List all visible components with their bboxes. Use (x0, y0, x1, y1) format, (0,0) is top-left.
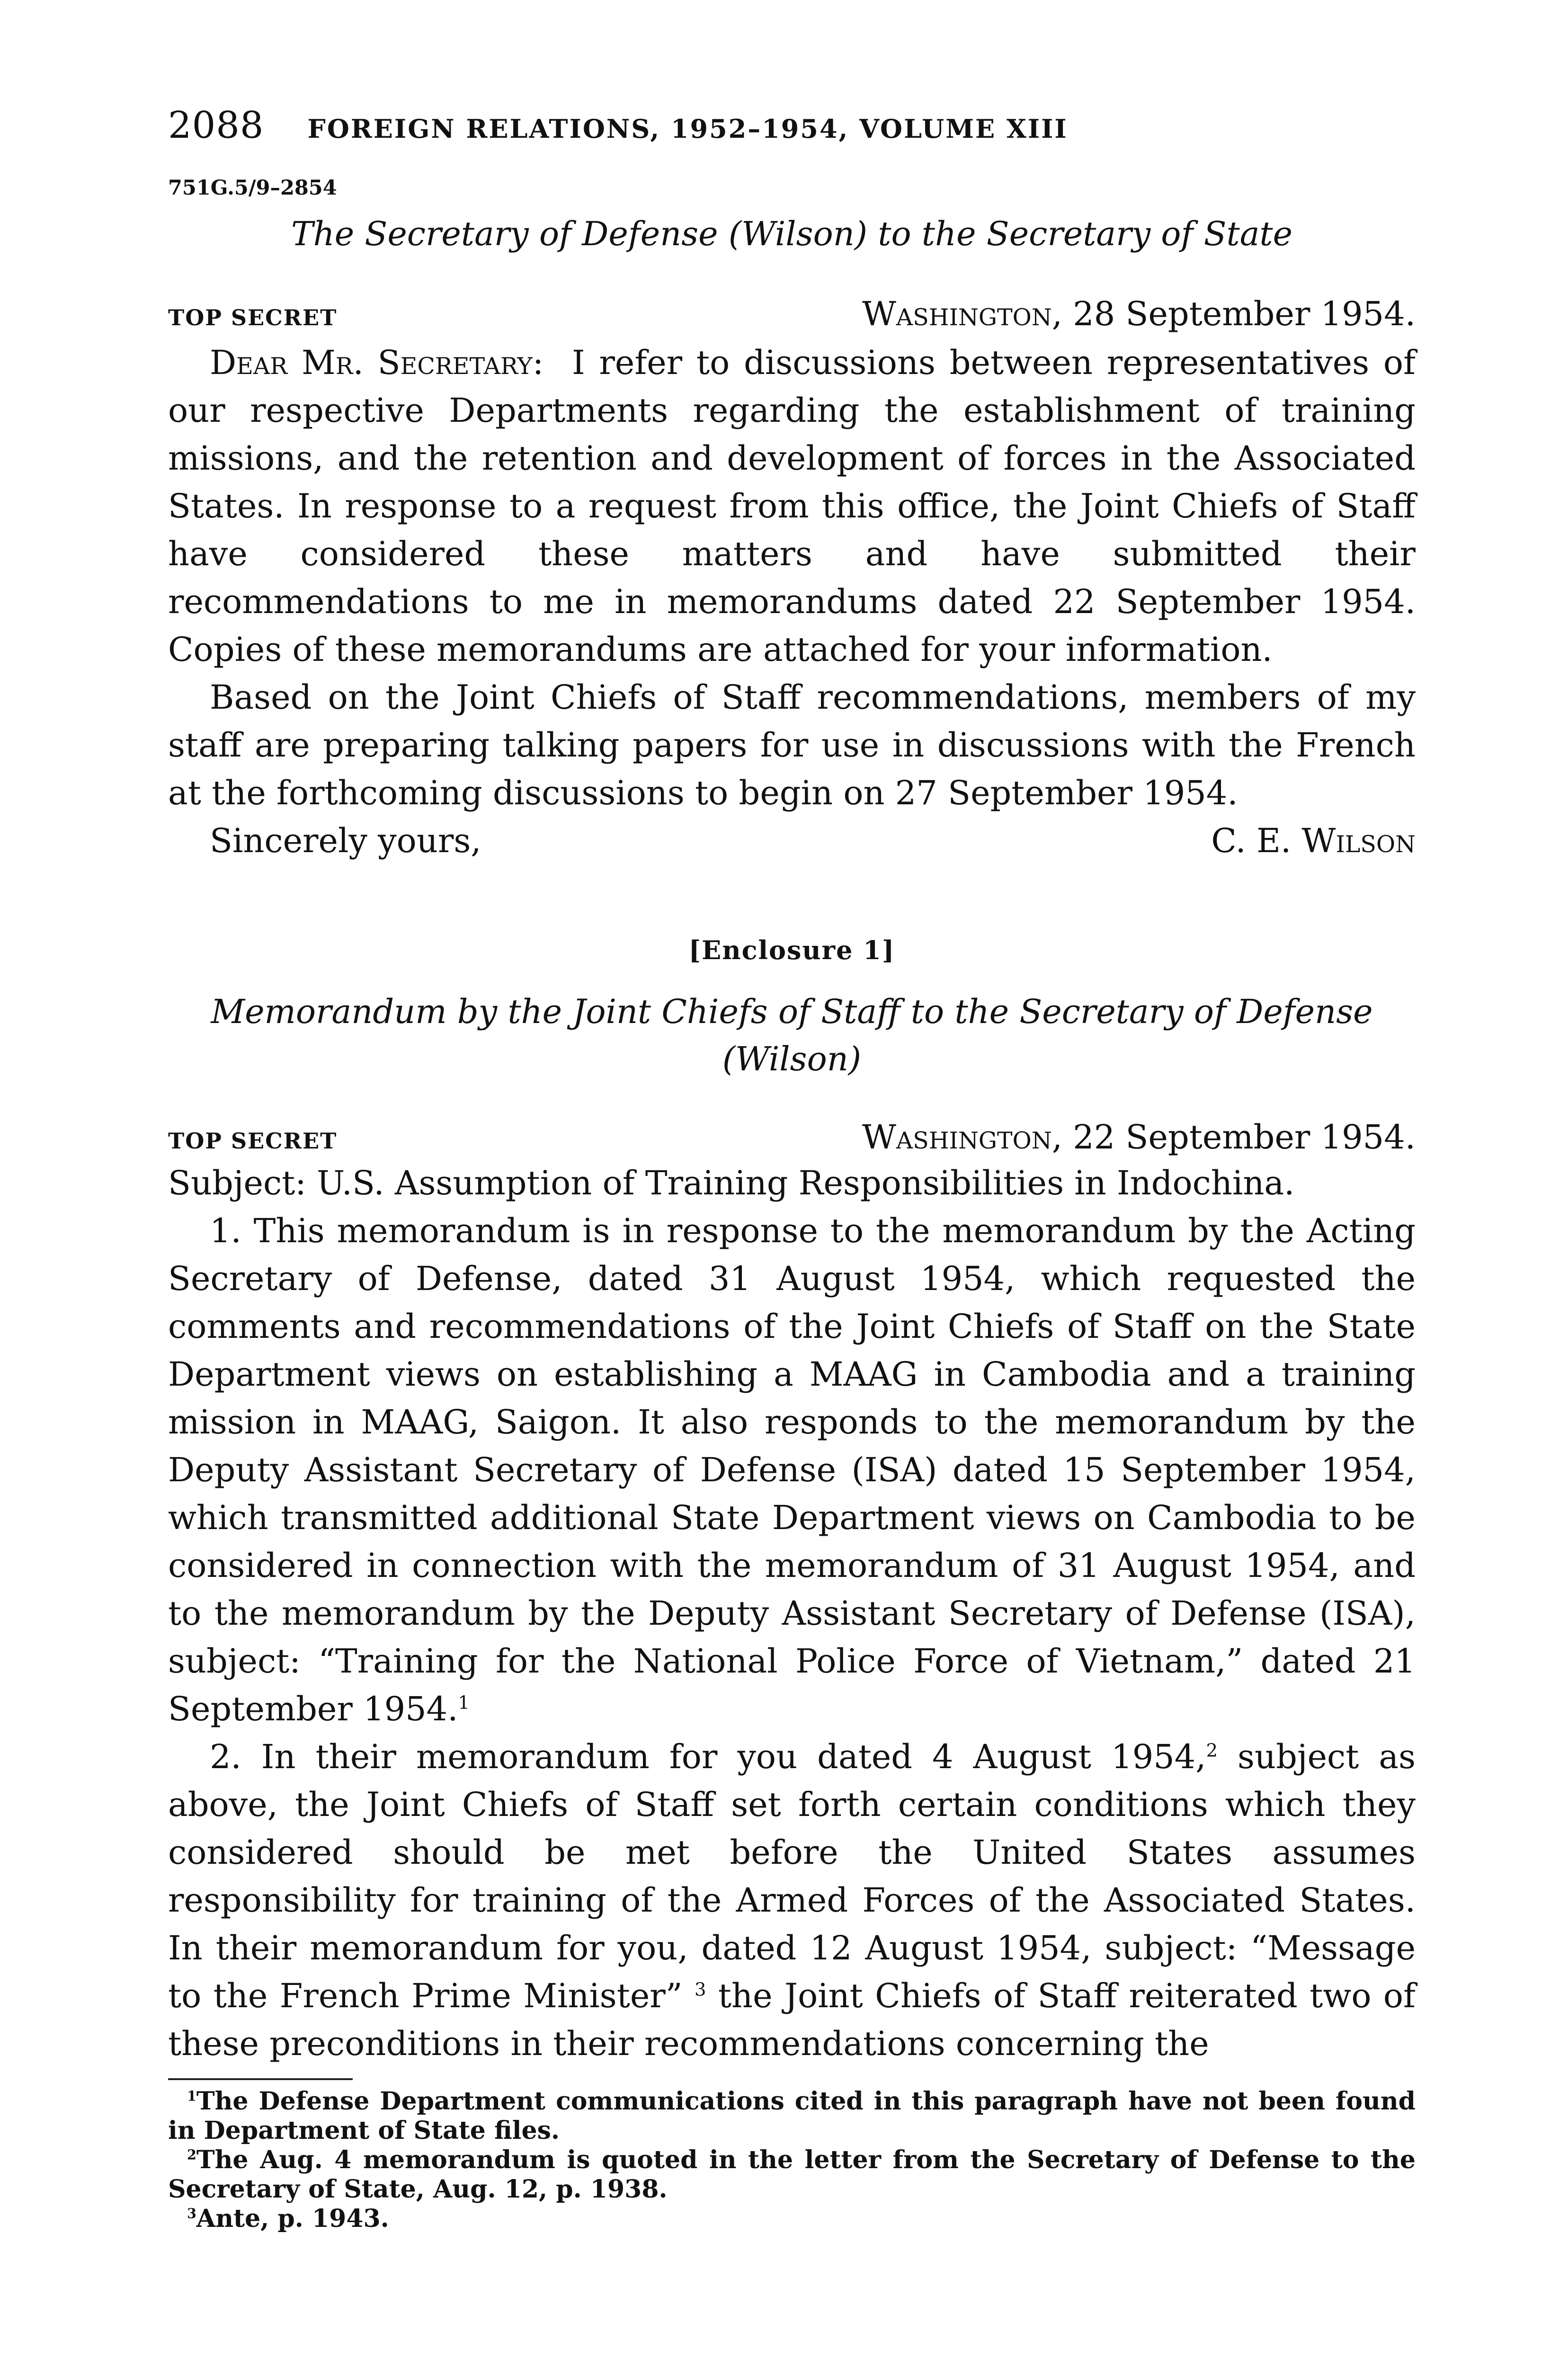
paragraph-text: subject as above, the Joint Chiefs of Staff set forth certain conditions which they considered should be met before the United States assumes responsibility for training of the Armed Forces of the Associated States. In their memorandum for you, dated 12 August 1954, subject: “Message to the French Prime Minister” (168, 1737, 1416, 2015)
letter-paragraph-1 (168, 339, 1416, 674)
memo-place: Washington (862, 1118, 1052, 1157)
footnote (168, 2204, 1416, 2234)
memo-date: , 22 September 1954. (1051, 1118, 1416, 1157)
date: , 28 September 1954. (1051, 294, 1416, 333)
memo-classification: TOP SECRET (168, 1128, 338, 1154)
memo-title-line-1: Memorandum by the Joint Chiefs of Staff to the Secretary of Defense (211, 992, 1373, 1031)
page-number: 2088 (168, 104, 264, 147)
paragraph-text: 1. This memorandum is in response to the memorandum by the Acting Secretary of Defense, dated 31 August 1954, which requested the comments and recommendations of the Joint Chiefs of Staff on the State Department views on establishing a MAAG in Cambodia and a training mission in MAAG, Saigon. It also responds to the memorandum by the Deputy Assistant Secretary of Defense (ISA) dated 15 September 1954, which transmitted additional State Department views on Cambodia to be considered in connection with the memorandum of 31 August 1954, and to the memorandum by the Deputy Assistant Secretary of Defense (ISA), subject: “Training for the National Police Force of Vietnam,” dated 21 September 1954. (168, 1211, 1416, 1728)
place: Washington (862, 294, 1052, 333)
page-header (168, 104, 1416, 161)
place-date (862, 294, 1416, 333)
document-page (168, 104, 1416, 2234)
memo-title (168, 988, 1416, 1083)
footnote-text: Ante, p. 1943. (196, 2204, 389, 2233)
paragraph-text: 2. In their memorandum for you dated 4 August 1954, (210, 1737, 1206, 1776)
letter-paragraph-2: Based on the Joint Chiefs of Staff recommendations, members of my staff are preparing talking papers for use in discussions with the French at the forthcoming discussions to begin on 27 September 1954. (168, 678, 1416, 812)
footnote-divider (168, 2078, 353, 2080)
salutation: Dear Mr. Secretary (210, 343, 533, 382)
file-number: 751G.5/9–2854 (168, 176, 337, 200)
footnote-ref: 2 (1206, 1740, 1218, 1762)
salutation-colon: : (532, 343, 544, 382)
footnote (168, 2087, 1416, 2145)
footnote-text: The Defense Department communications cited in this paragraph have not been found in Department of State files. (168, 2087, 1416, 2145)
footnote-mark: 1 (187, 2088, 196, 2104)
memo-title-line-2: (Wilson) (722, 1040, 862, 1078)
paragraph-text: the Joint Chiefs of Staff reiterated two of these preconditions in their recommendations concerning the (168, 1976, 1416, 2063)
memo-paragraph-2 (168, 1733, 1416, 2068)
enclosure-label: [Enclosure 1] (688, 935, 895, 965)
document-title: The Secretary of Defense (Wilson) to the Secretary of State (291, 214, 1293, 253)
complimentary-close: Sincerely yours, (210, 821, 481, 860)
closing-line (168, 817, 1416, 865)
footnotes (168, 2087, 1416, 2234)
footnote-ref: 1 (458, 1692, 470, 1714)
memo-subject: Subject: U.S. Assumption of Training Responsibilities in Indochina. (168, 1164, 1295, 1202)
footnote-mark: 3 (187, 2205, 196, 2222)
classification: TOP SECRET (168, 305, 338, 330)
paragraph-text: I refer to discussions between representatives of our respective Departments regarding the establishment of training missions, and the retention and development of forces in the Associated States. In response to a request from this office, the Joint Chiefs of Staff have considered these matters and have submitted their recommendations to me in memorandums dated 22 September 1954. Copies of these memorandums are attached for your information. (168, 343, 1416, 669)
footnote-ref: 3 (694, 1979, 706, 2001)
footnote-text: The Aug. 4 memorandum is quoted in the letter from the Secretary of Defense to the Secretary of State, Aug. 12, p. 1938. (168, 2145, 1416, 2204)
memo-paragraph-1 (168, 1207, 1416, 1733)
signature: C. E. Wilson (1211, 821, 1416, 860)
memo-place-date (862, 1118, 1416, 1157)
memo-classification-line (168, 1118, 1416, 1157)
letter-classification-line (168, 294, 1416, 333)
footnote-mark: 2 (187, 2146, 196, 2163)
footnote (168, 2145, 1416, 2204)
running-head: FOREIGN RELATIONS, 1952–1954, VOLUME XIII (307, 114, 1068, 144)
